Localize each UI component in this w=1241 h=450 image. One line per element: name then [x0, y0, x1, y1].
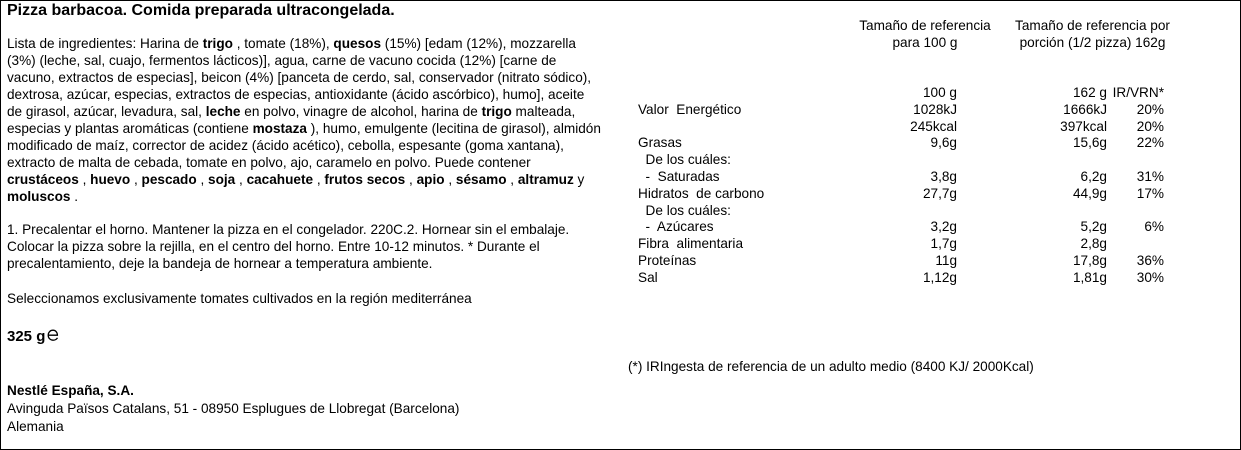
nutrient-value-portion: 17,8g — [1072, 253, 1107, 268]
nutrient-value-100g: 245kcal — [910, 118, 957, 134]
ingredient-text: . — [70, 189, 79, 204]
nutrient-label: De los cuáles: — [638, 202, 731, 218]
nutrient-value-100g: 1,7g — [930, 236, 957, 252]
nutrient-value-100g: 27,7g — [922, 185, 957, 201]
ingredient-text: , — [405, 172, 417, 187]
header-per-100g-line2: para 100 g — [892, 35, 958, 50]
ingredient-text: , — [196, 172, 209, 187]
nutrient-value-portion: 6,2g — [1080, 169, 1107, 184]
nutrient-value-portion: 1666kJ — [1063, 101, 1107, 117]
ingredient-text: y — [573, 172, 585, 187]
preparation-instructions: 1. Precalentar el horno. Mantener la pizza en el congelador. 220C.2. Hornear sin el embalaje. Colocar la pizza sobre la rejilla, en el centro del horno. Entre 10-12 minutos. * Durante el precalentamiento, deje la bandeja de hornear a temperatura ambiente. — [7, 222, 570, 271]
nutrient-ir-percent: 17% — [1136, 185, 1164, 201]
ingredient-text: , — [235, 172, 247, 187]
company-name: Nestlé España, S.A. — [7, 383, 134, 398]
nutrient-ir-percent: 30% — [1136, 269, 1164, 285]
nutrient-value-100g: 11g — [935, 253, 957, 268]
header-per-100g — [855, 17, 995, 51]
nutrient-value-100g: 9,6g — [930, 135, 957, 151]
net-weight-value: 325 g — [7, 328, 46, 345]
allergen-highlight: crustáceos — [7, 172, 79, 187]
ingredient-text: ), humo, emulgente (lecitina de girasol), almidón modificado de maíz, corrector de acidez (ácido acético), cebolla, espesante (goma xantana), extracto de malta de cebada, tomate en polvo, ajo, caramelo en polvo. Puede contener — [7, 121, 601, 170]
nutrient-label: De los cuáles: — [638, 152, 731, 168]
nutrient-ir-percent: 36% — [1136, 253, 1164, 268]
nutrient-value-100g: 1028kJ — [913, 101, 957, 117]
nutrient-value-100g: 3,2g — [930, 219, 957, 235]
nutrient-value-portion: 5,2g — [1080, 219, 1107, 235]
ingredient-text: , tomate (18%), — [232, 36, 334, 51]
allergen-highlight: apio — [416, 172, 445, 187]
nutrient-value-portion: 397kcal — [1060, 118, 1107, 134]
nutrient-ir-percent: 20% — [1136, 101, 1164, 117]
allergen-highlight: frutos secos — [324, 172, 406, 187]
nutrient-value-100g: 3,8g — [930, 169, 957, 184]
nutrient-label: Hidratos de carbono — [638, 185, 765, 201]
allergen-highlight: altramuz — [517, 172, 574, 187]
net-weight — [7, 328, 60, 346]
nutrient-label: - Azúcares — [638, 219, 714, 235]
ingredient-text: Lista de ingredientes: Harina de — [7, 36, 203, 51]
country-of-origin: Alemania — [7, 419, 64, 434]
header-per-portion-line1: Tamaño de referencia por — [1015, 18, 1170, 33]
nutrient-label: Valor Energético — [638, 101, 742, 117]
allergen-highlight: cacahuete — [246, 172, 314, 187]
nutrient-value-portion: 44,9g — [1072, 185, 1107, 201]
ingredients-list — [7, 35, 603, 205]
nutrient-label: Fibra alimentaria — [638, 236, 744, 252]
product-title: Pizza barbacoa. Comida preparada ultracongelada. — [7, 2, 395, 19]
nutrition-footnote: (*) IRIngesta de referencia de un adulto medio (8400 KJ/ 2000Kcal) — [628, 359, 1034, 374]
header-per-portion-line2: porción (1/2 pizza) 162g — [1019, 35, 1166, 50]
allergen-highlight: trigo — [481, 104, 512, 119]
nutrient-ir-percent: 20% — [1136, 118, 1164, 134]
allergen-highlight: moluscos — [7, 189, 71, 204]
nutrient-label: Grasas — [638, 135, 682, 151]
allergen-highlight: huevo — [90, 172, 131, 187]
ingredient-text: , — [313, 172, 325, 187]
nutrient-ir-percent: 31% — [1136, 169, 1164, 184]
nutrient-ir-percent: 6% — [1144, 219, 1164, 235]
allergen-highlight: leche — [205, 104, 241, 119]
allergen-highlight: quesos — [333, 36, 382, 51]
allergen-highlight: pescado — [141, 172, 197, 187]
ingredient-text: , — [78, 172, 91, 187]
allergen-highlight: sésamo — [455, 172, 507, 187]
nutrient-label: - Saturadas — [638, 169, 720, 184]
ingredient-text: , — [444, 172, 456, 187]
unit-ir-vrn: IR/VRN* — [1112, 85, 1164, 100]
nutrient-value-portion: 1,81g — [1072, 269, 1107, 285]
allergen-highlight: soja — [208, 172, 236, 187]
ingredient-text: , — [130, 172, 142, 187]
ingredient-text: (15%) [edam (12%), mozzarella (3%) (leche, sal, cuajo, fermentos lácticos)], agua, carne de vacuno cocida (12%) [carne de vacuno, extractos de especias], beicon (4%) [panceta de cerdo, sal, conservador (nitrato sódico), dextrosa, azúcar, especias, extractos de especias, antioxidante (ácido ascórbico), humo], aceite de girasol, azúcar, levadura, sal, — [7, 36, 592, 119]
ingredient-text: , — [506, 172, 518, 187]
nutrient-value-portion: 2,8g — [1080, 236, 1107, 252]
header-per-100g-line1: Tamaño de referencia — [859, 18, 991, 33]
unit-per-portion: 162 g — [1072, 85, 1107, 100]
nutrient-label: Sal — [638, 269, 658, 285]
allergen-highlight: mostaza — [252, 121, 307, 136]
nutrient-ir-percent: 22% — [1136, 135, 1164, 151]
header-per-portion — [1005, 17, 1180, 51]
ingredient-text: malteada, especias y plantas aromáticas (contiene — [7, 104, 576, 136]
unit-per-100g: 100 g — [922, 85, 957, 100]
nutrient-value-100g: 1,12g — [922, 269, 957, 285]
company-address: Avinguda Països Catalans, 51 - 08950 Esplugues de Llobregat (Barcelona) — [7, 401, 460, 416]
allergen-highlight: trigo — [202, 36, 233, 51]
nutrient-value-portion: 15,6g — [1072, 135, 1107, 151]
ingredient-text: en polvo, vinagre de alcohol, harina de — [240, 104, 482, 119]
nutrient-label: Proteínas — [638, 253, 697, 268]
origin-note: Seleccionamos exclusivamente tomates cultivados en la región mediterránea — [7, 291, 472, 306]
estimated-sign-icon — [46, 328, 60, 346]
